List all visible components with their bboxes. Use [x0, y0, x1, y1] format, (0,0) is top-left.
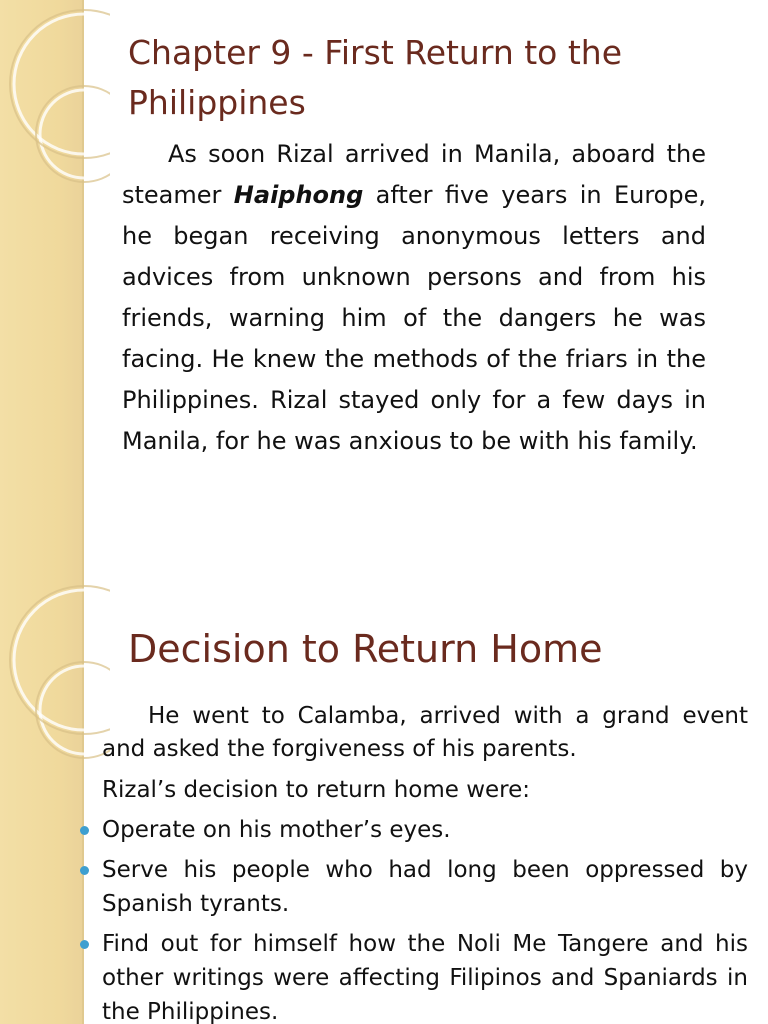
intro-paragraph: He went to Calamba, arrived with a grand event and asked the forgiveness of his parents. [102, 703, 748, 762]
paragraph-text-before: As soon Rizal arrived in Manila, aboard the steamer [122, 140, 706, 209]
decorative-rings-icon [0, 0, 110, 576]
list-item: Serve his people who had long been oppressed by Spanish tyrants. [102, 853, 748, 921]
slide-title: Chapter 9 - First Return to the Philippines [128, 33, 623, 122]
slide-paragraph [122, 134, 706, 462]
slide-title: Decision to Return Home [128, 627, 603, 671]
list-item: Operate on his mother’s eyes. [102, 813, 748, 847]
list-item: Find out for himself how the Noli Me Tangere and his other writings were affecting Filipinos and Spaniards in the Philippines. [102, 927, 748, 1024]
decorative-rings-icon [0, 576, 110, 1024]
reasons-list [102, 813, 748, 1024]
ship-name-emphasis: Haiphong [233, 181, 364, 209]
slide-content [102, 700, 748, 1024]
paragraph-text-after: after five years in Europe, he began receiving anonymous letters and advices from unknown persons and from his friends, warning him of the dangers he was facing. He knew the methods of the friars in the Philippines. Rizal stayed only for a few days in Manila, for he was anxious to be with his family. [122, 181, 706, 455]
slide-2 [0, 576, 768, 1024]
list-lead-text: Rizal’s decision to return home were: [102, 777, 531, 803]
